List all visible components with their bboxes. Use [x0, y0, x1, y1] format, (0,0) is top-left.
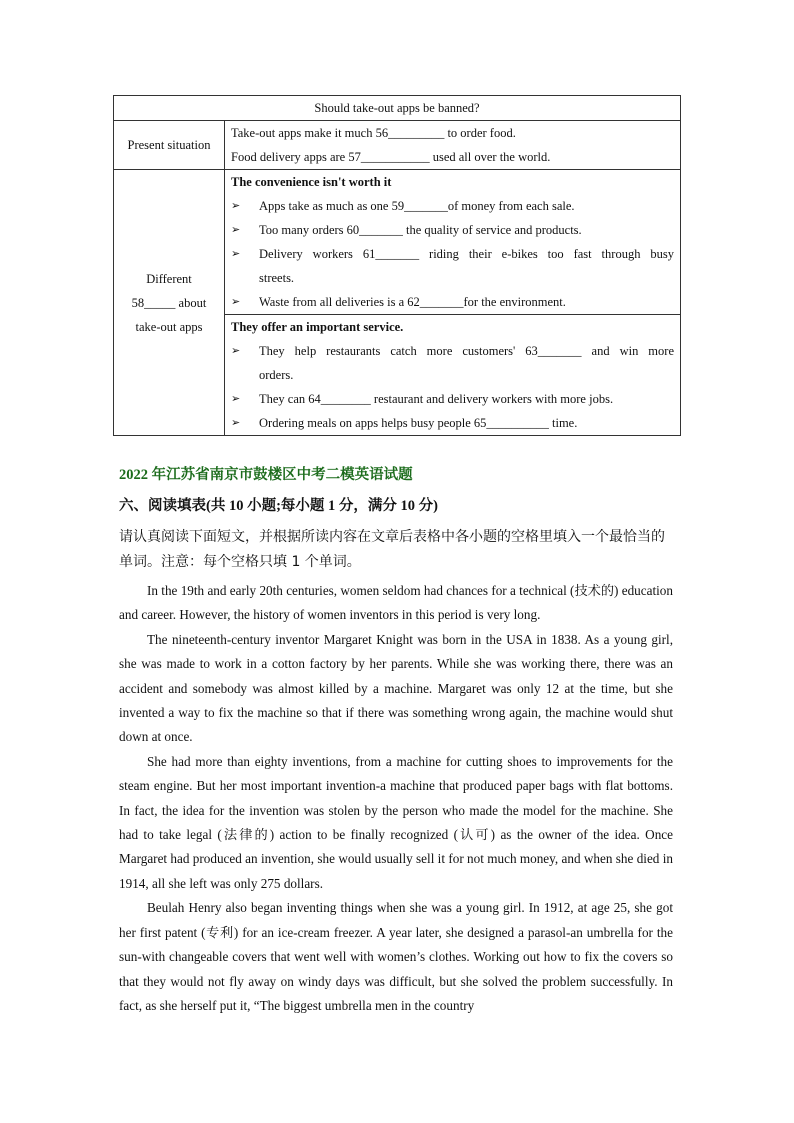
different-label-line: take-out apps: [135, 319, 203, 334]
bullet-item: [231, 218, 674, 242]
bullet-item: [231, 411, 674, 435]
present-line: Food delivery apps are 57___________ used all over the world.: [231, 150, 551, 164]
passage-paragraph: In the 19th and early 20th centuries, women seldom had chances for a technical (技术的) education and career. However, the history of women inventors in this period is very long.: [119, 583, 673, 623]
table-header-row: [114, 96, 681, 121]
bullet-text: Apps take as much as one 59_______of money from each sale.: [259, 199, 575, 213]
present-line: Take-out apps make it much 56_________ to order food.: [231, 126, 516, 140]
different-label: [114, 170, 225, 436]
for-heading: They offer an important service.: [231, 320, 404, 334]
arrow-bullet-icon: ➢: [231, 416, 241, 429]
arrow-bullet-icon: ➢: [231, 344, 241, 357]
reading-passage: [119, 579, 673, 1018]
different-row-1: [114, 170, 681, 315]
section-heading: 六、阅读填表(共 10 小题;每小题 1 分，满分 10 分): [119, 498, 438, 514]
bullet-text: They can 64________ restaurant and delivery workers with more jobs.: [259, 392, 614, 406]
arrow-bullet-icon: ➢: [231, 295, 241, 308]
bullet-item: [231, 194, 674, 218]
bullet-text: Too many orders 60_______ the quality of service and products.: [259, 223, 582, 237]
present-situation-content: [225, 121, 681, 170]
bullet-text-continued: streets.: [259, 271, 295, 285]
bullet-text: Waste from all deliveries is a 62_______for the environment.: [259, 295, 566, 309]
bullet-item: [231, 387, 674, 411]
bullet-text-wrap: [259, 339, 674, 387]
instructions: 请认真阅读下面短文，并根据所读内容在文章后表格中各小题的空格里填入一个最恰当的单词。注意：每个空格只填 1 个单词。: [119, 529, 665, 570]
arrow-bullet-icon: ➢: [231, 199, 241, 212]
bullet-item: [231, 242, 674, 290]
present-situation-row: [114, 121, 681, 170]
bullet-text-continued: orders.: [259, 368, 294, 382]
passage-paragraph: She had more than eighty inventions, from a machine for cutting shoes to improvements for the steam engine. But her most important invention-a machine that produced paper bags with flat bottoms. In fact, the idea for the invention was stolen by the person who made the model for the machine. She had to take legal (法律的) action to be finally recognized (认可) as the owner of the idea. Once Margaret had produced an invention, she would usually sell it for not much money, and when she died in 1914, all she left was only 275 dollars.: [119, 753, 673, 891]
different-label-line: 58_____ about: [131, 295, 207, 310]
for-content: [225, 315, 681, 436]
arrow-bullet-icon: ➢: [231, 392, 241, 405]
bullet-text: They help restaurants catch more customers' 63_______ and win more: [259, 344, 674, 358]
different-label-line: Different: [146, 271, 192, 286]
table-header: Should take-out apps be banned?: [114, 96, 681, 121]
exam-title: 2022 年江苏省南京市鼓楼区中考二模英语试题: [119, 467, 413, 483]
fill-in-table: [113, 95, 681, 436]
bullet-item: [231, 339, 674, 387]
arrow-bullet-icon: ➢: [231, 247, 241, 260]
present-situation-label: Present situation: [114, 121, 225, 170]
bullet-item: [231, 290, 674, 314]
bullet-text-wrap: [259, 242, 674, 290]
against-heading: The convenience isn't worth it: [231, 175, 392, 189]
passage-paragraph: The nineteenth-century inventor Margaret Knight was born in the USA in 1838. As a young girl, she was made to work in a cotton factory by her parents. While she was working there, there was an accident and somebody was almost killed by a machine. Margaret was only 12 at the time, but she invented a way to fix the machine so that if there was something wrong again, the machine would shut down at once.: [119, 631, 673, 745]
bullet-text: Delivery workers 61_______ riding their e-bikes too fast through busy: [259, 247, 674, 261]
bullet-text: Ordering meals on apps helps busy people 65__________ time.: [259, 416, 578, 430]
against-content: [225, 170, 681, 315]
arrow-bullet-icon: ➢: [231, 223, 241, 236]
passage-paragraph: Beulah Henry also began inventing things when she was a young girl. In 1912, at age 25, she got her first patent (专利) for an ice-cream freezer. A year later, she designed a parasol-an umbrella for the sun-with changeable covers that went well with women’s clothes. Working out how to fix the covers so that they would not fly away on windy days was difficult, but she solved the problem successfully. In fact, as she herself put it, “The biggest umbrella men in the country: [119, 900, 673, 1013]
